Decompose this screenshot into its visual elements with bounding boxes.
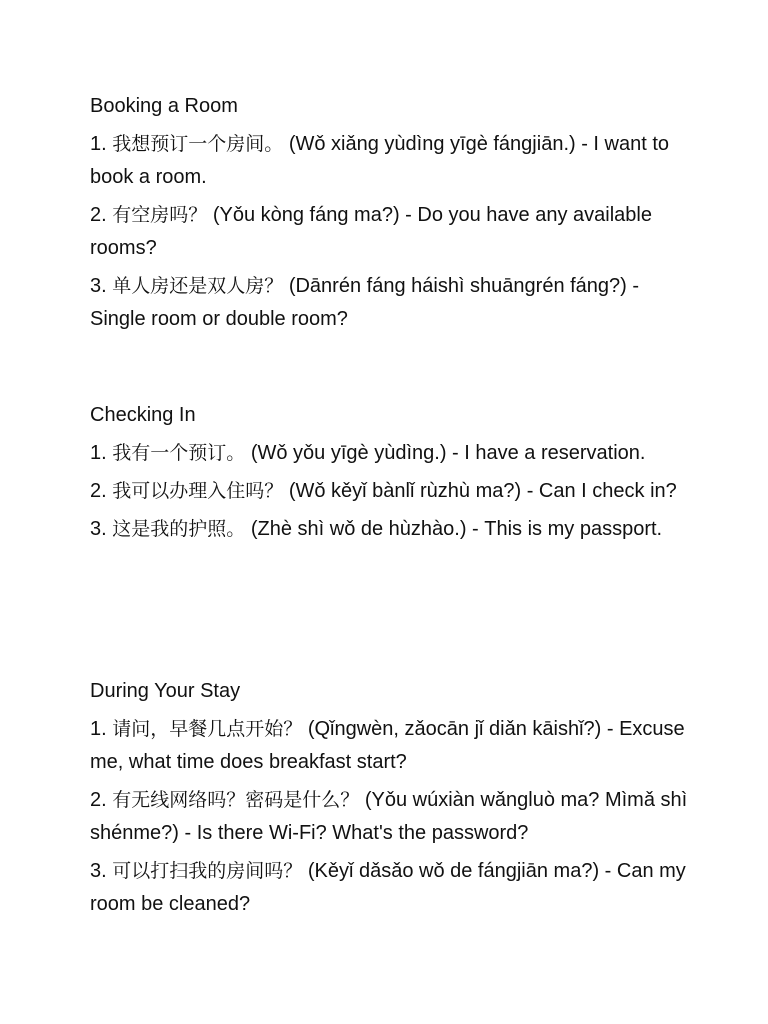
phrase-item <box>90 513 690 546</box>
chinese-phrase: 我有一个预订。 <box>112 442 246 464</box>
chinese-phrase: 我可以办理入住吗？ <box>112 480 284 502</box>
pinyin-translation: (Wǒ kěyǐ bànlǐ rùzhù ma?) - Can I check in? <box>288 480 677 502</box>
pinyin-translation: (Yǒu wúxiàn wǎngluò ma? Mìmǎ shì shénme?) - Is there Wi-Fi? What's the password? <box>90 789 688 844</box>
item-number: 2. <box>90 789 107 811</box>
pinyin-translation: (Kěyǐ dǎsǎo wǒ de fángjiān ma?) - Can my room be cleaned? <box>90 860 686 915</box>
section-during-your-stay <box>90 679 690 926</box>
pinyin-translation: (Wǒ xiǎng yùdìng yīgè fángjiān.) - I want to book a room. <box>90 133 670 188</box>
phrase-item <box>90 475 690 508</box>
item-number: 1. <box>90 442 107 464</box>
item-number: 3. <box>90 518 107 540</box>
phrase-item <box>90 270 690 336</box>
phrase-item <box>90 199 690 265</box>
section-heading: Checking In <box>90 404 196 426</box>
chinese-phrase: 可以打扫我的房间吗？ <box>112 860 303 882</box>
chinese-phrase: 有空房吗？ <box>112 204 208 226</box>
phrase-item <box>90 855 690 921</box>
item-number: 2. <box>90 204 107 226</box>
item-number: 3. <box>90 860 107 882</box>
chinese-phrase: 有无线网络吗？密码是什么？ <box>112 789 360 811</box>
pinyin-translation: (Qǐngwèn, zǎocān jǐ diǎn kāishǐ?) - Excuse me, what time does breakfast start? <box>90 718 685 773</box>
chinese-phrase: 这是我的护照。 <box>112 518 246 540</box>
phrase-item <box>90 128 690 194</box>
phrase-item <box>90 713 690 779</box>
section-heading: During Your Stay <box>90 680 241 702</box>
chinese-phrase: 请问，早餐几点开始？ <box>112 718 303 740</box>
item-number: 3. <box>90 275 107 297</box>
phrase-item <box>90 784 690 850</box>
item-number: 1. <box>90 718 107 740</box>
item-number: 2. <box>90 480 107 502</box>
section-booking-a-room <box>90 94 690 341</box>
section-checking-in <box>90 403 690 551</box>
section-heading: Booking a Room <box>90 95 238 117</box>
chinese-phrase: 单人房还是双人房？ <box>112 275 284 297</box>
chinese-phrase: 我想预订一个房间。 <box>112 133 284 155</box>
phrase-item <box>90 437 690 470</box>
pinyin-translation: (Zhè shì wǒ de hùzhào.) - This is my passport. <box>250 518 663 540</box>
pinyin-translation: (Dānrén fáng háishì shuāngrén fáng?) - Single room or double room? <box>90 275 640 330</box>
pinyin-translation: (Yǒu kòng fáng ma?) - Do you have any available rooms? <box>90 204 652 259</box>
item-number: 1. <box>90 133 107 155</box>
pinyin-translation: (Wǒ yǒu yīgè yùdìng.) - I have a reservation. <box>250 442 646 464</box>
